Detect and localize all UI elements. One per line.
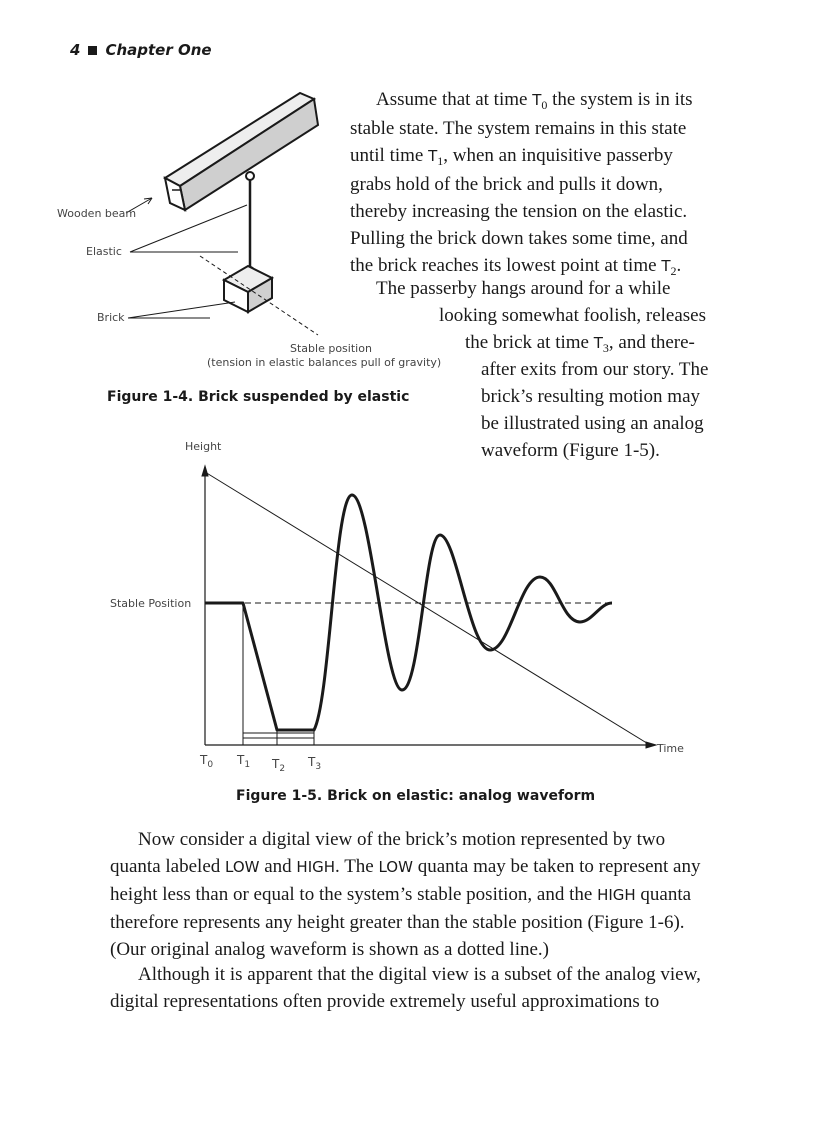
leader-stable	[200, 256, 318, 335]
text-line: brick’s resulting motion may	[481, 386, 701, 407]
text-line: the brick reaches its lowest point at time $T_2$.	[350, 255, 682, 278]
page-number: 4	[70, 41, 81, 59]
text-line: waveform (Figure 1-5).	[481, 440, 660, 461]
text-line: Pulling the brick down takes some time, and	[350, 228, 688, 249]
text-line: therefore represents any height greater than the stable position (Figure 1-6).	[110, 912, 685, 933]
text-line: until time $T_1$, when an inquisitive passerby	[350, 145, 673, 168]
tick-t0: $T_0$	[200, 753, 214, 770]
text-line: quanta labeled LOW and HIGH. The LOW quanta may be taken to represent any	[110, 856, 701, 877]
label-elastic: Elastic	[86, 245, 122, 258]
text-line: grabs hold of the brick and pulls it down,	[350, 174, 663, 195]
text-line: Now consider a digital view of the brick’s motion represented by two	[138, 829, 666, 850]
label-wooden-beam: Wooden beam	[57, 207, 137, 220]
text-line: thereby increasing the tension on the elastic.	[350, 201, 688, 222]
text-line: height less than or equal to the system’s stable position, and the HIGH quanta	[110, 884, 692, 905]
y-axis-label: Height	[185, 440, 222, 453]
leader-elastic-1	[130, 205, 247, 252]
label-tension-note: (tension in elastic balances pull of gravity)	[207, 356, 442, 369]
y-axis-arrow-icon	[202, 466, 208, 476]
figure-1-4-caption: Figure 1-4. Brick suspended by elastic	[107, 389, 410, 405]
leader-brick-1	[128, 302, 235, 318]
text-line: the brick at time $T_3$, and there-	[465, 332, 695, 355]
text-line: The passerby hangs around for a while	[376, 278, 671, 299]
text-line: Although it is apparent that the digital view is a subset of the analog view,	[138, 964, 701, 985]
text-line: digital representations often provide extremely useful approximations to	[110, 991, 660, 1012]
text-line: looking somewhat foolish, releases	[439, 305, 707, 326]
paragraph-4	[110, 961, 701, 1015]
brick-figure	[126, 93, 318, 335]
tick-t2: $T_2$	[272, 757, 286, 774]
text-line: Assume that at time $T_0$ the system is in its	[376, 89, 693, 112]
text-line: (Our original analog waveform is shown as a dotted line.)	[110, 939, 549, 960]
text-line: after exits from our story. The	[481, 359, 709, 380]
paragraph-3	[110, 826, 700, 963]
text-line: be illustrated using an analog	[481, 413, 704, 434]
diagonal-line	[205, 472, 650, 745]
waveform-figure	[202, 466, 656, 748]
chapter-title: Chapter One	[105, 41, 212, 59]
x-axis-label: Time	[657, 742, 684, 755]
analog-waveform	[205, 495, 612, 730]
tick-t1: $T_1$	[237, 753, 251, 770]
figure-1-5-caption: Figure 1-5. Brick on elastic: analog waveform	[236, 788, 596, 804]
label-brick: Brick	[97, 311, 125, 324]
label-stable-position: Stable position	[290, 342, 372, 355]
stable-position-label: Stable Position	[110, 597, 192, 610]
text-line: stable state. The system remains in this state	[350, 118, 687, 139]
tick-t3: $T_3$	[308, 755, 322, 772]
elastic-top-ring	[246, 172, 254, 180]
